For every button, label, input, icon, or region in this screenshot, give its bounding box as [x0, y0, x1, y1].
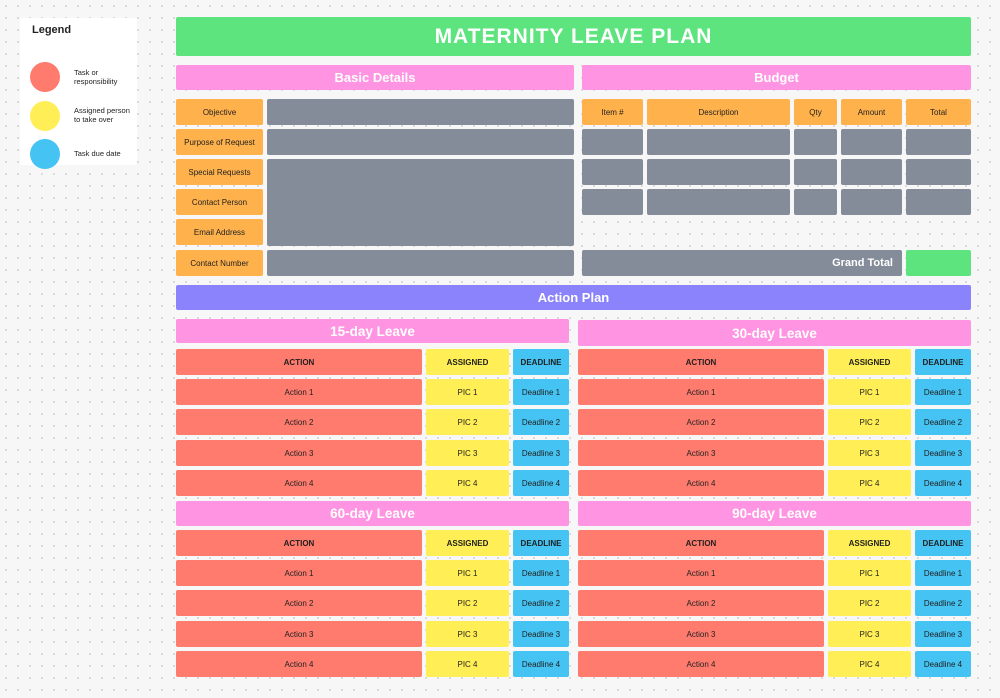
- assigned-cell[interactable]: PIC 3: [828, 440, 911, 466]
- budget-cell[interactable]: [794, 189, 837, 215]
- assigned-cell[interactable]: PIC 2: [828, 409, 911, 435]
- legend-assigned-dot: [30, 101, 60, 131]
- col-assigned-header: ASSIGNED: [426, 349, 509, 375]
- budget-cell[interactable]: [794, 159, 837, 185]
- action-cell[interactable]: Action 2: [176, 590, 422, 616]
- action-cell[interactable]: Action 2: [176, 409, 422, 435]
- deadline-cell[interactable]: Deadline 4: [915, 651, 971, 677]
- budget-cell[interactable]: [582, 189, 643, 215]
- field-label-contact-person: Contact Person: [176, 189, 263, 215]
- basic-details-header: Basic Details: [176, 65, 574, 90]
- budget-cell[interactable]: [582, 129, 643, 155]
- action-cell[interactable]: Action 2: [578, 409, 824, 435]
- assigned-cell[interactable]: PIC 1: [426, 560, 509, 586]
- assigned-cell[interactable]: PIC 1: [828, 379, 911, 405]
- deadline-cell[interactable]: Deadline 3: [915, 440, 971, 466]
- action-cell[interactable]: Action 1: [176, 379, 422, 405]
- col-deadline-header: DEADLINE: [513, 530, 569, 556]
- legend-title: Legend: [32, 24, 72, 36]
- leave-15-header: 15-day Leave: [176, 319, 569, 343]
- leave-30-header: 30-day Leave: [578, 320, 971, 346]
- field-label-contact-number: Contact Number: [176, 250, 263, 276]
- budget-cell[interactable]: [582, 159, 643, 185]
- assigned-cell[interactable]: PIC 3: [828, 621, 911, 647]
- legend-assigned-label: Assigned person to take over: [74, 106, 130, 124]
- budget-col-item: Item #: [582, 99, 643, 125]
- field-label-special-requests: Special Requests: [176, 159, 263, 185]
- field-label-objective: Objective: [176, 99, 263, 125]
- action-cell[interactable]: Action 4: [176, 651, 422, 677]
- contact-number-field[interactable]: [267, 250, 574, 276]
- action-cell[interactable]: Action 1: [578, 560, 824, 586]
- assigned-cell[interactable]: PIC 2: [828, 590, 911, 616]
- legend-deadline-dot: [30, 139, 60, 169]
- assigned-cell[interactable]: PIC 1: [828, 560, 911, 586]
- details-field[interactable]: [267, 159, 574, 246]
- field-label-purpose: Purpose of Request: [176, 129, 263, 155]
- deadline-cell[interactable]: Deadline 2: [915, 590, 971, 616]
- action-cell[interactable]: Action 4: [176, 470, 422, 496]
- budget-header: Budget: [582, 65, 971, 90]
- budget-cell[interactable]: [647, 159, 790, 185]
- col-deadline-header: DEADLINE: [915, 530, 971, 556]
- action-cell[interactable]: Action 2: [578, 590, 824, 616]
- action-cell[interactable]: Action 3: [578, 440, 824, 466]
- budget-cell[interactable]: [906, 189, 971, 215]
- action-cell[interactable]: Action 3: [176, 621, 422, 647]
- leave-60-header: 60-day Leave: [176, 501, 569, 526]
- assigned-cell[interactable]: PIC 2: [426, 590, 509, 616]
- budget-col-total: Total: [906, 99, 971, 125]
- deadline-cell[interactable]: Deadline 1: [513, 379, 569, 405]
- assigned-cell[interactable]: PIC 1: [426, 379, 509, 405]
- budget-cell[interactable]: [841, 129, 902, 155]
- action-cell[interactable]: Action 1: [578, 379, 824, 405]
- page-title: MATERNITY LEAVE PLAN: [176, 17, 971, 56]
- assigned-cell[interactable]: PIC 3: [426, 621, 509, 647]
- action-cell[interactable]: Action 4: [578, 651, 824, 677]
- legend-panel: [20, 18, 137, 165]
- deadline-cell[interactable]: Deadline 1: [915, 379, 971, 405]
- deadline-cell[interactable]: Deadline 3: [513, 440, 569, 466]
- deadline-cell[interactable]: Deadline 4: [915, 470, 971, 496]
- col-action-header: ACTION: [578, 530, 824, 556]
- grand-total-label: Grand Total: [582, 250, 902, 276]
- assigned-cell[interactable]: PIC 4: [426, 470, 509, 496]
- legend-task-label: Task or responsibility: [74, 68, 118, 86]
- action-cell[interactable]: Action 3: [176, 440, 422, 466]
- deadline-cell[interactable]: Deadline 1: [915, 560, 971, 586]
- legend-task-dot: [30, 62, 60, 92]
- col-action-header: ACTION: [578, 349, 824, 375]
- assigned-cell[interactable]: PIC 4: [828, 470, 911, 496]
- grand-total-value[interactable]: [906, 250, 971, 276]
- purpose-field[interactable]: [267, 129, 574, 155]
- budget-cell[interactable]: [647, 129, 790, 155]
- leave-90-header: 90-day Leave: [578, 501, 971, 526]
- budget-cell[interactable]: [906, 159, 971, 185]
- budget-col-qty: Qty: [794, 99, 837, 125]
- deadline-cell[interactable]: Deadline 3: [915, 621, 971, 647]
- action-cell[interactable]: Action 1: [176, 560, 422, 586]
- col-deadline-header: DEADLINE: [513, 349, 569, 375]
- budget-col-description: Description: [647, 99, 790, 125]
- assigned-cell[interactable]: PIC 4: [426, 651, 509, 677]
- deadline-cell[interactable]: Deadline 4: [513, 651, 569, 677]
- deadline-cell[interactable]: Deadline 4: [513, 470, 569, 496]
- deadline-cell[interactable]: Deadline 2: [915, 409, 971, 435]
- col-assigned-header: ASSIGNED: [828, 349, 911, 375]
- deadline-cell[interactable]: Deadline 2: [513, 590, 569, 616]
- col-deadline-header: DEADLINE: [915, 349, 971, 375]
- col-assigned-header: ASSIGNED: [426, 530, 509, 556]
- action-cell[interactable]: Action 4: [578, 470, 824, 496]
- deadline-cell[interactable]: Deadline 3: [513, 621, 569, 647]
- col-action-header: ACTION: [176, 349, 422, 375]
- budget-cell[interactable]: [906, 129, 971, 155]
- budget-cell[interactable]: [841, 159, 902, 185]
- assigned-cell[interactable]: PIC 3: [426, 440, 509, 466]
- field-label-email: Email Address: [176, 219, 263, 245]
- deadline-cell[interactable]: Deadline 2: [513, 409, 569, 435]
- col-assigned-header: ASSIGNED: [828, 530, 911, 556]
- budget-cell[interactable]: [647, 189, 790, 215]
- budget-cell[interactable]: [841, 189, 902, 215]
- assigned-cell[interactable]: PIC 4: [828, 651, 911, 677]
- deadline-cell[interactable]: Deadline 1: [513, 560, 569, 586]
- budget-col-amount: Amount: [841, 99, 902, 125]
- objective-field[interactable]: [267, 99, 574, 125]
- action-cell[interactable]: Action 3: [578, 621, 824, 647]
- budget-cell[interactable]: [794, 129, 837, 155]
- legend-deadline-label: Task due date: [74, 149, 121, 158]
- action-plan-header: Action Plan: [176, 285, 971, 310]
- col-action-header: ACTION: [176, 530, 422, 556]
- assigned-cell[interactable]: PIC 2: [426, 409, 509, 435]
